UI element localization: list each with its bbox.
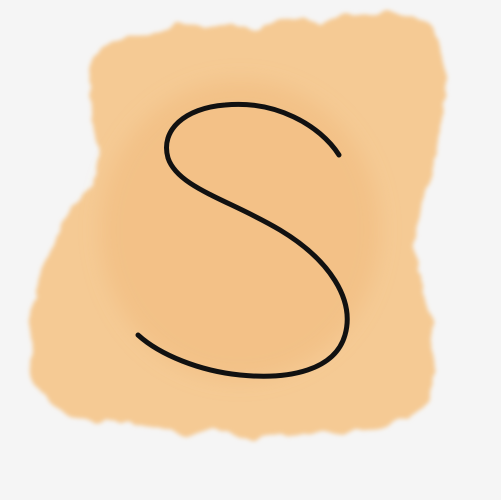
watercolor-center-tint [100,80,380,380]
